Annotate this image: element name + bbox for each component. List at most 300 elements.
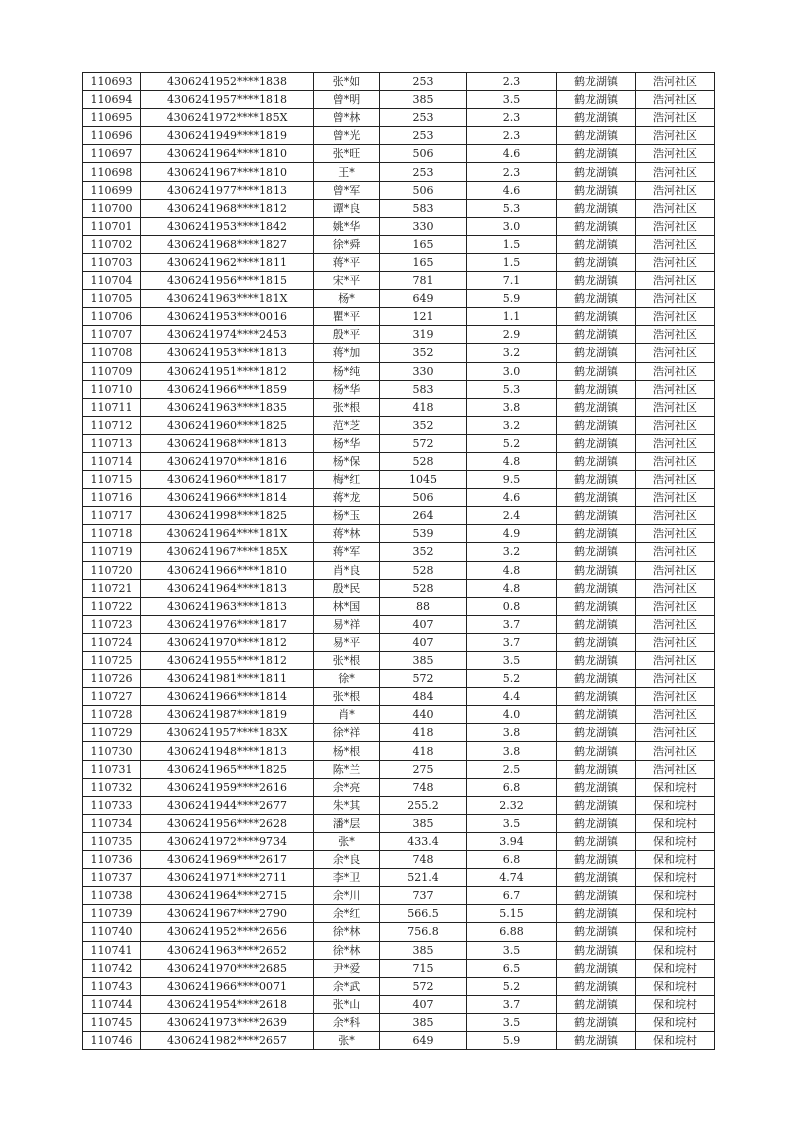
table-row xyxy=(83,525,715,543)
area-cell: 3.8 xyxy=(467,742,557,760)
town-cell: 鹤龙湖镇 xyxy=(557,489,636,507)
table-row xyxy=(83,235,715,253)
amount-cell: 781 xyxy=(380,272,467,290)
name-cell: 张*根 xyxy=(314,398,380,416)
amount-cell: 275 xyxy=(380,760,467,778)
village-cell: 浩河社区 xyxy=(636,398,715,416)
area-cell: 5.2 xyxy=(467,670,557,688)
id-number-cell: 4306241949****1819 xyxy=(141,127,314,145)
town-cell: 鹤龙湖镇 xyxy=(557,670,636,688)
id-number-cell: 4306241956****2628 xyxy=(141,814,314,832)
id-number-cell: 4306241953****1842 xyxy=(141,217,314,235)
id-number-cell: 4306241956****1815 xyxy=(141,272,314,290)
town-cell: 鹤龙湖镇 xyxy=(557,73,636,91)
amount-cell: 506 xyxy=(380,145,467,163)
amount-cell: 165 xyxy=(380,235,467,253)
area-cell: 6.8 xyxy=(467,778,557,796)
id-number-cell: 4306241968****1813 xyxy=(141,434,314,452)
id-number-cell: 4306241963****181X xyxy=(141,290,314,308)
roster-table xyxy=(82,72,715,1050)
table-row xyxy=(83,778,715,796)
area-cell: 6.88 xyxy=(467,923,557,941)
id-number-cell: 4306241951****1812 xyxy=(141,362,314,380)
serial-number-cell: 110713 xyxy=(83,434,141,452)
area-cell: 5.15 xyxy=(467,905,557,923)
town-cell: 鹤龙湖镇 xyxy=(557,109,636,127)
amount-cell: 385 xyxy=(380,1013,467,1031)
serial-number-cell: 110716 xyxy=(83,489,141,507)
table-row xyxy=(83,91,715,109)
id-number-cell: 4306241955****1812 xyxy=(141,652,314,670)
id-number-cell: 4306241964****181X xyxy=(141,525,314,543)
area-cell: 4.0 xyxy=(467,706,557,724)
village-cell: 保和垸村 xyxy=(636,923,715,941)
amount-cell: 418 xyxy=(380,398,467,416)
table-row xyxy=(83,579,715,597)
amount-cell: 484 xyxy=(380,688,467,706)
name-cell: 姚*华 xyxy=(314,217,380,235)
serial-number-cell: 110704 xyxy=(83,272,141,290)
serial-number-cell: 110726 xyxy=(83,670,141,688)
village-cell: 保和垸村 xyxy=(636,887,715,905)
area-cell: 3.8 xyxy=(467,724,557,742)
town-cell: 鹤龙湖镇 xyxy=(557,995,636,1013)
name-cell: 李*卫 xyxy=(314,869,380,887)
id-number-cell: 4306241968****1827 xyxy=(141,235,314,253)
table-row xyxy=(83,905,715,923)
amount-cell: 253 xyxy=(380,127,467,145)
name-cell: 范*芝 xyxy=(314,416,380,434)
table-row xyxy=(83,507,715,525)
serial-number-cell: 110718 xyxy=(83,525,141,543)
serial-number-cell: 110707 xyxy=(83,326,141,344)
area-cell: 1.5 xyxy=(467,253,557,271)
town-cell: 鹤龙湖镇 xyxy=(557,217,636,235)
serial-number-cell: 110731 xyxy=(83,760,141,778)
id-number-cell: 4306241964****1810 xyxy=(141,145,314,163)
town-cell: 鹤龙湖镇 xyxy=(557,778,636,796)
village-cell: 浩河社区 xyxy=(636,706,715,724)
amount-cell: 385 xyxy=(380,652,467,670)
area-cell: 3.5 xyxy=(467,91,557,109)
area-cell: 3.2 xyxy=(467,416,557,434)
town-cell: 鹤龙湖镇 xyxy=(557,272,636,290)
table-row xyxy=(83,869,715,887)
serial-number-cell: 110741 xyxy=(83,941,141,959)
amount-cell: 440 xyxy=(380,706,467,724)
village-cell: 保和垸村 xyxy=(636,832,715,850)
village-cell: 浩河社区 xyxy=(636,452,715,470)
town-cell: 鹤龙湖镇 xyxy=(557,887,636,905)
village-cell: 浩河社区 xyxy=(636,308,715,326)
id-number-cell: 4306241963****1835 xyxy=(141,398,314,416)
amount-cell: 121 xyxy=(380,308,467,326)
roster-table-body xyxy=(83,73,715,1050)
table-row xyxy=(83,670,715,688)
amount-cell: 433.4 xyxy=(380,832,467,850)
amount-cell: 385 xyxy=(380,91,467,109)
serial-number-cell: 110703 xyxy=(83,253,141,271)
village-cell: 浩河社区 xyxy=(636,760,715,778)
amount-cell: 255.2 xyxy=(380,796,467,814)
id-number-cell: 4306241957****1818 xyxy=(141,91,314,109)
village-cell: 浩河社区 xyxy=(636,742,715,760)
town-cell: 鹤龙湖镇 xyxy=(557,851,636,869)
id-number-cell: 4306241970****2685 xyxy=(141,959,314,977)
town-cell: 鹤龙湖镇 xyxy=(557,91,636,109)
village-cell: 保和垸村 xyxy=(636,814,715,832)
village-cell: 浩河社区 xyxy=(636,416,715,434)
town-cell: 鹤龙湖镇 xyxy=(557,163,636,181)
id-number-cell: 4306241960****1825 xyxy=(141,416,314,434)
area-cell: 2.3 xyxy=(467,73,557,91)
town-cell: 鹤龙湖镇 xyxy=(557,1013,636,1031)
table-row xyxy=(83,452,715,470)
town-cell: 鹤龙湖镇 xyxy=(557,362,636,380)
id-number-cell: 4306241987****1819 xyxy=(141,706,314,724)
table-row xyxy=(83,326,715,344)
name-cell: 宋*平 xyxy=(314,272,380,290)
name-cell: 梅*红 xyxy=(314,471,380,489)
town-cell: 鹤龙湖镇 xyxy=(557,760,636,778)
village-cell: 浩河社区 xyxy=(636,579,715,597)
town-cell: 鹤龙湖镇 xyxy=(557,796,636,814)
village-cell: 保和垸村 xyxy=(636,1013,715,1031)
area-cell: 4.74 xyxy=(467,869,557,887)
area-cell: 4.4 xyxy=(467,688,557,706)
amount-cell: 352 xyxy=(380,543,467,561)
serial-number-cell: 110740 xyxy=(83,923,141,941)
village-cell: 浩河社区 xyxy=(636,597,715,615)
village-cell: 浩河社区 xyxy=(636,109,715,127)
name-cell: 潘*层 xyxy=(314,814,380,832)
village-cell: 浩河社区 xyxy=(636,73,715,91)
town-cell: 鹤龙湖镇 xyxy=(557,471,636,489)
name-cell: 张*旺 xyxy=(314,145,380,163)
area-cell: 4.8 xyxy=(467,561,557,579)
area-cell: 4.6 xyxy=(467,181,557,199)
area-cell: 4.9 xyxy=(467,525,557,543)
table-row xyxy=(83,272,715,290)
area-cell: 4.6 xyxy=(467,145,557,163)
table-row xyxy=(83,109,715,127)
area-cell: 2.5 xyxy=(467,760,557,778)
amount-cell: 385 xyxy=(380,941,467,959)
name-cell: 蒋*加 xyxy=(314,344,380,362)
town-cell: 鹤龙湖镇 xyxy=(557,869,636,887)
village-cell: 浩河社区 xyxy=(636,163,715,181)
village-cell: 保和垸村 xyxy=(636,905,715,923)
serial-number-cell: 110722 xyxy=(83,597,141,615)
id-number-cell: 4306241962****1811 xyxy=(141,253,314,271)
id-number-cell: 4306241968****1812 xyxy=(141,199,314,217)
table-row xyxy=(83,706,715,724)
name-cell: 殷*民 xyxy=(314,579,380,597)
area-cell: 1.1 xyxy=(467,308,557,326)
id-number-cell: 4306241964****1813 xyxy=(141,579,314,597)
amount-cell: 264 xyxy=(380,507,467,525)
name-cell: 易*祥 xyxy=(314,615,380,633)
id-number-cell: 4306241971****2711 xyxy=(141,869,314,887)
id-number-cell: 4306241964****2715 xyxy=(141,887,314,905)
amount-cell: 352 xyxy=(380,416,467,434)
id-number-cell: 4306241965****1825 xyxy=(141,760,314,778)
table-row xyxy=(83,434,715,452)
amount-cell: 566.5 xyxy=(380,905,467,923)
table-row xyxy=(83,543,715,561)
name-cell: 徐*舜 xyxy=(314,235,380,253)
table-row xyxy=(83,851,715,869)
amount-cell: 583 xyxy=(380,380,467,398)
village-cell: 浩河社区 xyxy=(636,199,715,217)
town-cell: 鹤龙湖镇 xyxy=(557,633,636,651)
serial-number-cell: 110712 xyxy=(83,416,141,434)
amount-cell: 253 xyxy=(380,109,467,127)
town-cell: 鹤龙湖镇 xyxy=(557,416,636,434)
serial-number-cell: 110720 xyxy=(83,561,141,579)
town-cell: 鹤龙湖镇 xyxy=(557,235,636,253)
amount-cell: 319 xyxy=(380,326,467,344)
table-row xyxy=(83,652,715,670)
area-cell: 3.0 xyxy=(467,217,557,235)
village-cell: 浩河社区 xyxy=(636,217,715,235)
town-cell: 鹤龙湖镇 xyxy=(557,543,636,561)
name-cell: 杨*纯 xyxy=(314,362,380,380)
town-cell: 鹤龙湖镇 xyxy=(557,941,636,959)
area-cell: 3.7 xyxy=(467,995,557,1013)
area-cell: 3.0 xyxy=(467,362,557,380)
area-cell: 6.5 xyxy=(467,959,557,977)
amount-cell: 385 xyxy=(380,814,467,832)
village-cell: 浩河社区 xyxy=(636,362,715,380)
amount-cell: 528 xyxy=(380,452,467,470)
town-cell: 鹤龙湖镇 xyxy=(557,326,636,344)
name-cell: 蒋*林 xyxy=(314,525,380,543)
serial-number-cell: 110708 xyxy=(83,344,141,362)
table-row xyxy=(83,416,715,434)
serial-number-cell: 110723 xyxy=(83,615,141,633)
town-cell: 鹤龙湖镇 xyxy=(557,1031,636,1049)
id-number-cell: 4306241970****1812 xyxy=(141,633,314,651)
area-cell: 3.94 xyxy=(467,832,557,850)
table-row xyxy=(83,995,715,1013)
id-number-cell: 4306241972****185X xyxy=(141,109,314,127)
amount-cell: 539 xyxy=(380,525,467,543)
name-cell: 张* xyxy=(314,1031,380,1049)
name-cell: 余*红 xyxy=(314,905,380,923)
area-cell: 2.9 xyxy=(467,326,557,344)
village-cell: 浩河社区 xyxy=(636,543,715,561)
town-cell: 鹤龙湖镇 xyxy=(557,923,636,941)
town-cell: 鹤龙湖镇 xyxy=(557,742,636,760)
serial-number-cell: 110725 xyxy=(83,652,141,670)
amount-cell: 418 xyxy=(380,742,467,760)
name-cell: 杨*根 xyxy=(314,742,380,760)
area-cell: 9.5 xyxy=(467,471,557,489)
table-row xyxy=(83,199,715,217)
village-cell: 浩河社区 xyxy=(636,253,715,271)
serial-number-cell: 110739 xyxy=(83,905,141,923)
table-row xyxy=(83,181,715,199)
serial-number-cell: 110727 xyxy=(83,688,141,706)
serial-number-cell: 110717 xyxy=(83,507,141,525)
village-cell: 保和垸村 xyxy=(636,778,715,796)
table-row xyxy=(83,814,715,832)
village-cell: 浩河社区 xyxy=(636,561,715,579)
amount-cell: 88 xyxy=(380,597,467,615)
village-cell: 浩河社区 xyxy=(636,380,715,398)
town-cell: 鹤龙湖镇 xyxy=(557,959,636,977)
area-cell: 5.3 xyxy=(467,380,557,398)
serial-number-cell: 110709 xyxy=(83,362,141,380)
table-row xyxy=(83,724,715,742)
town-cell: 鹤龙湖镇 xyxy=(557,380,636,398)
town-cell: 鹤龙湖镇 xyxy=(557,615,636,633)
town-cell: 鹤龙湖镇 xyxy=(557,344,636,362)
amount-cell: 572 xyxy=(380,977,467,995)
serial-number-cell: 110742 xyxy=(83,959,141,977)
area-cell: 6.7 xyxy=(467,887,557,905)
town-cell: 鹤龙湖镇 xyxy=(557,652,636,670)
serial-number-cell: 110736 xyxy=(83,851,141,869)
town-cell: 鹤龙湖镇 xyxy=(557,434,636,452)
name-cell: 林*国 xyxy=(314,597,380,615)
table-row xyxy=(83,887,715,905)
serial-number-cell: 110697 xyxy=(83,145,141,163)
area-cell: 3.7 xyxy=(467,633,557,651)
village-cell: 浩河社区 xyxy=(636,434,715,452)
serial-number-cell: 110738 xyxy=(83,887,141,905)
id-number-cell: 4306241966****1814 xyxy=(141,489,314,507)
name-cell: 殷*平 xyxy=(314,326,380,344)
name-cell: 徐*林 xyxy=(314,941,380,959)
serial-number-cell: 110724 xyxy=(83,633,141,651)
serial-number-cell: 110698 xyxy=(83,163,141,181)
name-cell: 张*根 xyxy=(314,688,380,706)
table-row xyxy=(83,561,715,579)
town-cell: 鹤龙湖镇 xyxy=(557,253,636,271)
area-cell: 5.2 xyxy=(467,434,557,452)
id-number-cell: 4306241966****0071 xyxy=(141,977,314,995)
village-cell: 浩河社区 xyxy=(636,272,715,290)
serial-number-cell: 110728 xyxy=(83,706,141,724)
id-number-cell: 4306241963****2652 xyxy=(141,941,314,959)
serial-number-cell: 110734 xyxy=(83,814,141,832)
table-row xyxy=(83,796,715,814)
table-row xyxy=(83,380,715,398)
serial-number-cell: 110714 xyxy=(83,452,141,470)
amount-cell: 1045 xyxy=(380,471,467,489)
amount-cell: 572 xyxy=(380,434,467,452)
amount-cell: 253 xyxy=(380,163,467,181)
id-number-cell: 4306241972****9734 xyxy=(141,832,314,850)
id-number-cell: 4306241982****2657 xyxy=(141,1031,314,1049)
name-cell: 杨*华 xyxy=(314,434,380,452)
name-cell: 曾*林 xyxy=(314,109,380,127)
town-cell: 鹤龙湖镇 xyxy=(557,905,636,923)
serial-number-cell: 110694 xyxy=(83,91,141,109)
id-number-cell: 4306241967****2790 xyxy=(141,905,314,923)
serial-number-cell: 110746 xyxy=(83,1031,141,1049)
village-cell: 保和垸村 xyxy=(636,995,715,1013)
town-cell: 鹤龙湖镇 xyxy=(557,145,636,163)
name-cell: 杨* xyxy=(314,290,380,308)
amount-cell: 407 xyxy=(380,633,467,651)
serial-number-cell: 110730 xyxy=(83,742,141,760)
id-number-cell: 4306241963****1813 xyxy=(141,597,314,615)
name-cell: 张*根 xyxy=(314,652,380,670)
id-number-cell: 4306241957****183X xyxy=(141,724,314,742)
id-number-cell: 4306241969****2617 xyxy=(141,851,314,869)
village-cell: 浩河社区 xyxy=(636,615,715,633)
serial-number-cell: 110710 xyxy=(83,380,141,398)
amount-cell: 649 xyxy=(380,290,467,308)
name-cell: 蒋*龙 xyxy=(314,489,380,507)
table-row xyxy=(83,489,715,507)
id-number-cell: 4306241960****1817 xyxy=(141,471,314,489)
area-cell: 3.7 xyxy=(467,615,557,633)
table-row xyxy=(83,73,715,91)
area-cell: 4.8 xyxy=(467,452,557,470)
area-cell: 6.8 xyxy=(467,851,557,869)
id-number-cell: 4306241998****1825 xyxy=(141,507,314,525)
village-cell: 保和垸村 xyxy=(636,869,715,887)
table-row xyxy=(83,471,715,489)
table-row xyxy=(83,362,715,380)
village-cell: 浩河社区 xyxy=(636,91,715,109)
serial-number-cell: 110705 xyxy=(83,290,141,308)
area-cell: 5.3 xyxy=(467,199,557,217)
amount-cell: 528 xyxy=(380,579,467,597)
serial-number-cell: 110702 xyxy=(83,235,141,253)
town-cell: 鹤龙湖镇 xyxy=(557,579,636,597)
table-row xyxy=(83,398,715,416)
area-cell: 3.8 xyxy=(467,398,557,416)
town-cell: 鹤龙湖镇 xyxy=(557,561,636,579)
serial-number-cell: 110693 xyxy=(83,73,141,91)
name-cell: 杨*玉 xyxy=(314,507,380,525)
town-cell: 鹤龙湖镇 xyxy=(557,977,636,995)
amount-cell: 506 xyxy=(380,489,467,507)
area-cell: 2.3 xyxy=(467,109,557,127)
amount-cell: 407 xyxy=(380,615,467,633)
table-row xyxy=(83,742,715,760)
town-cell: 鹤龙湖镇 xyxy=(557,290,636,308)
area-cell: 2.32 xyxy=(467,796,557,814)
town-cell: 鹤龙湖镇 xyxy=(557,398,636,416)
amount-cell: 748 xyxy=(380,851,467,869)
name-cell: 张*如 xyxy=(314,73,380,91)
serial-number-cell: 110695 xyxy=(83,109,141,127)
name-cell: 瞿*平 xyxy=(314,308,380,326)
amount-cell: 330 xyxy=(380,362,467,380)
id-number-cell: 4306241952****1838 xyxy=(141,73,314,91)
serial-number-cell: 110737 xyxy=(83,869,141,887)
table-row xyxy=(83,977,715,995)
serial-number-cell: 110711 xyxy=(83,398,141,416)
town-cell: 鹤龙湖镇 xyxy=(557,308,636,326)
id-number-cell: 4306241954****2618 xyxy=(141,995,314,1013)
amount-cell: 748 xyxy=(380,778,467,796)
area-cell: 2.3 xyxy=(467,127,557,145)
name-cell: 徐* xyxy=(314,670,380,688)
serial-number-cell: 110721 xyxy=(83,579,141,597)
area-cell: 4.8 xyxy=(467,579,557,597)
name-cell: 杨*保 xyxy=(314,452,380,470)
id-number-cell: 4306241977****1813 xyxy=(141,181,314,199)
amount-cell: 528 xyxy=(380,561,467,579)
area-cell: 4.6 xyxy=(467,489,557,507)
